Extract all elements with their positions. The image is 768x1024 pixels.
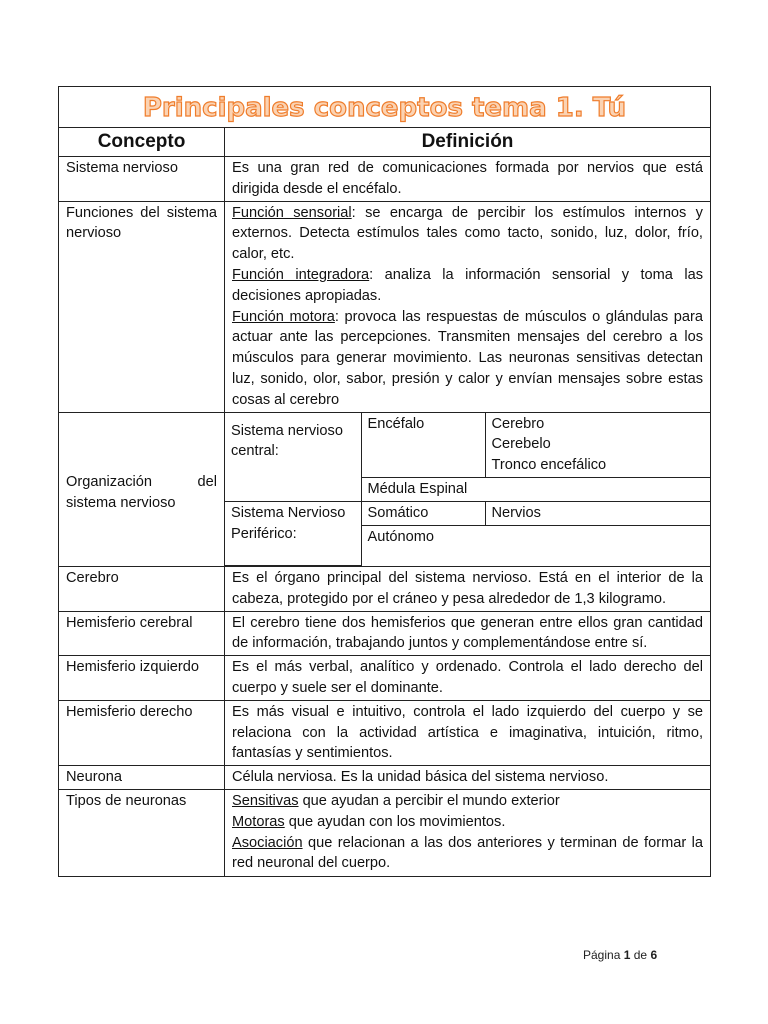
term-sensitivas: Sensitivas [232,793,299,810]
concept-cell: Funciones del sistema nervioso [59,201,225,412]
definition-cell: Es el órgano principal del sistema nervioso. Está en el interior de la cabeza, protegido por el cráneo y pesa alrededor de 1,3 kilogramo. [225,567,711,612]
concept-cell: Hemisferio izquierdo [59,656,225,701]
encefalo-parts [485,413,710,478]
type-asociacion [232,833,703,875]
term-asociacion: Asociación [232,834,303,851]
concept-cell: Hemisferio cerebral [59,611,225,656]
table-row [59,567,711,612]
header-concept: Concepto [59,128,225,157]
term-motoras: Motoras [232,813,285,830]
type-sensitivas [232,791,703,812]
page-footer [583,948,657,962]
table-row [59,611,711,656]
table-row [59,201,711,412]
periferico-label: Sistema Nervioso Periférico: [225,501,361,565]
organization-cell [225,412,711,566]
concept-cell: Neurona [59,766,225,790]
text-motoras: que ayudan con los movimientos. [284,813,506,830]
type-motoras [232,812,703,833]
function-sensorial [232,203,703,265]
table-row [59,790,711,877]
definition-cell: El cerebro tiene dos hemisferios que generan entre ellos gran cantidad de información, trabajando juntos y complementándose entre sí. [225,611,711,656]
encefalo-label: Encéfalo [361,413,485,478]
central-label: Sistema nervioso central: [225,413,361,502]
footer-middle: de [633,948,648,962]
table-row [59,656,711,701]
text-integradora: : analiza la información sensorial y toma las decisiones apropiadas. [232,266,703,304]
definition-cell: Es una gran red de comunicaciones formada por nervios que está dirigida desde el encéfalo. [225,157,711,202]
table-row [59,157,711,202]
header-row [59,128,711,157]
text-asociacion: que relacionan a las dos anteriores y terminan de formar la red neuronal del cuerpo. [232,834,703,872]
organization-table [225,413,710,566]
page-title: Principales conceptos tema 1. Tú [142,93,627,123]
definition-cell [225,790,711,877]
text-sensorial: : se encarga de percibir los estímulos internos y externos. Detecta estímulos tales como tacto, sonido, luz, dolor, frío, calor, etc. [232,204,703,263]
footer-total-pages: 6 [650,948,658,962]
term-sensorial: Función sensorial [232,204,352,221]
concept-cell: Tipos de neuronas [59,790,225,877]
definition-cell: Es más visual e intuitivo, controla el lado izquierdo del cuerpo y se relaciona con la actividad artística e imaginativa, intuición, ritmo, fantasías y sentimientos. [225,700,711,765]
title-row [59,87,711,128]
concept-cell: Hemisferio derecho [59,700,225,765]
table-row [59,700,711,765]
header-definition: Definición [225,128,711,157]
table-row [59,766,711,790]
title-cell [59,87,711,128]
concept-cell: Sistema nervioso [59,157,225,202]
text-motora: : provoca las respuestas de músculos o glándulas para actuar ante las percepciones. Transmiten mensajes del cerebro a los músculos para generar movimiento. Las neuronas sensitivas detectan luz, sonido, olor, sabor, presión y calor y envían mensajes sobre estas cosas al cerebro [232,308,703,408]
definition-cell: Es el más verbal, analítico y ordenado. Controla el lado derecho del cuerpo y suele ser el dominante. [225,656,711,701]
footer-page-number: 1 [623,948,631,962]
table-row [59,412,711,566]
footer-prefix: Página [583,948,621,962]
concept-cell: Cerebro [59,567,225,612]
definition-cell: Célula nerviosa. Es la unidad básica del sistema nervioso. [225,766,711,790]
part-cerebelo: Cerebelo [491,436,551,453]
nervios-label: Nervios [485,501,710,525]
term-integradora: Función integradora [232,266,370,283]
somatico-label: Somático [361,501,485,525]
definition-cell [225,201,711,412]
text-sensitivas: que ayudan a percibir el mundo exterior [298,793,560,810]
function-motora [232,307,703,411]
medula-label: Médula Espinal [361,477,710,501]
concepts-table [58,86,711,877]
term-motora: Función motora [232,308,335,325]
concepts-document [58,86,710,877]
function-integradora [232,265,703,307]
autonomo-label: Autónomo [361,525,710,566]
concept-cell: Organización del sistema nervioso [59,412,225,566]
part-tronco: Tronco encefálico [491,457,607,474]
part-cerebro: Cerebro [491,415,545,432]
